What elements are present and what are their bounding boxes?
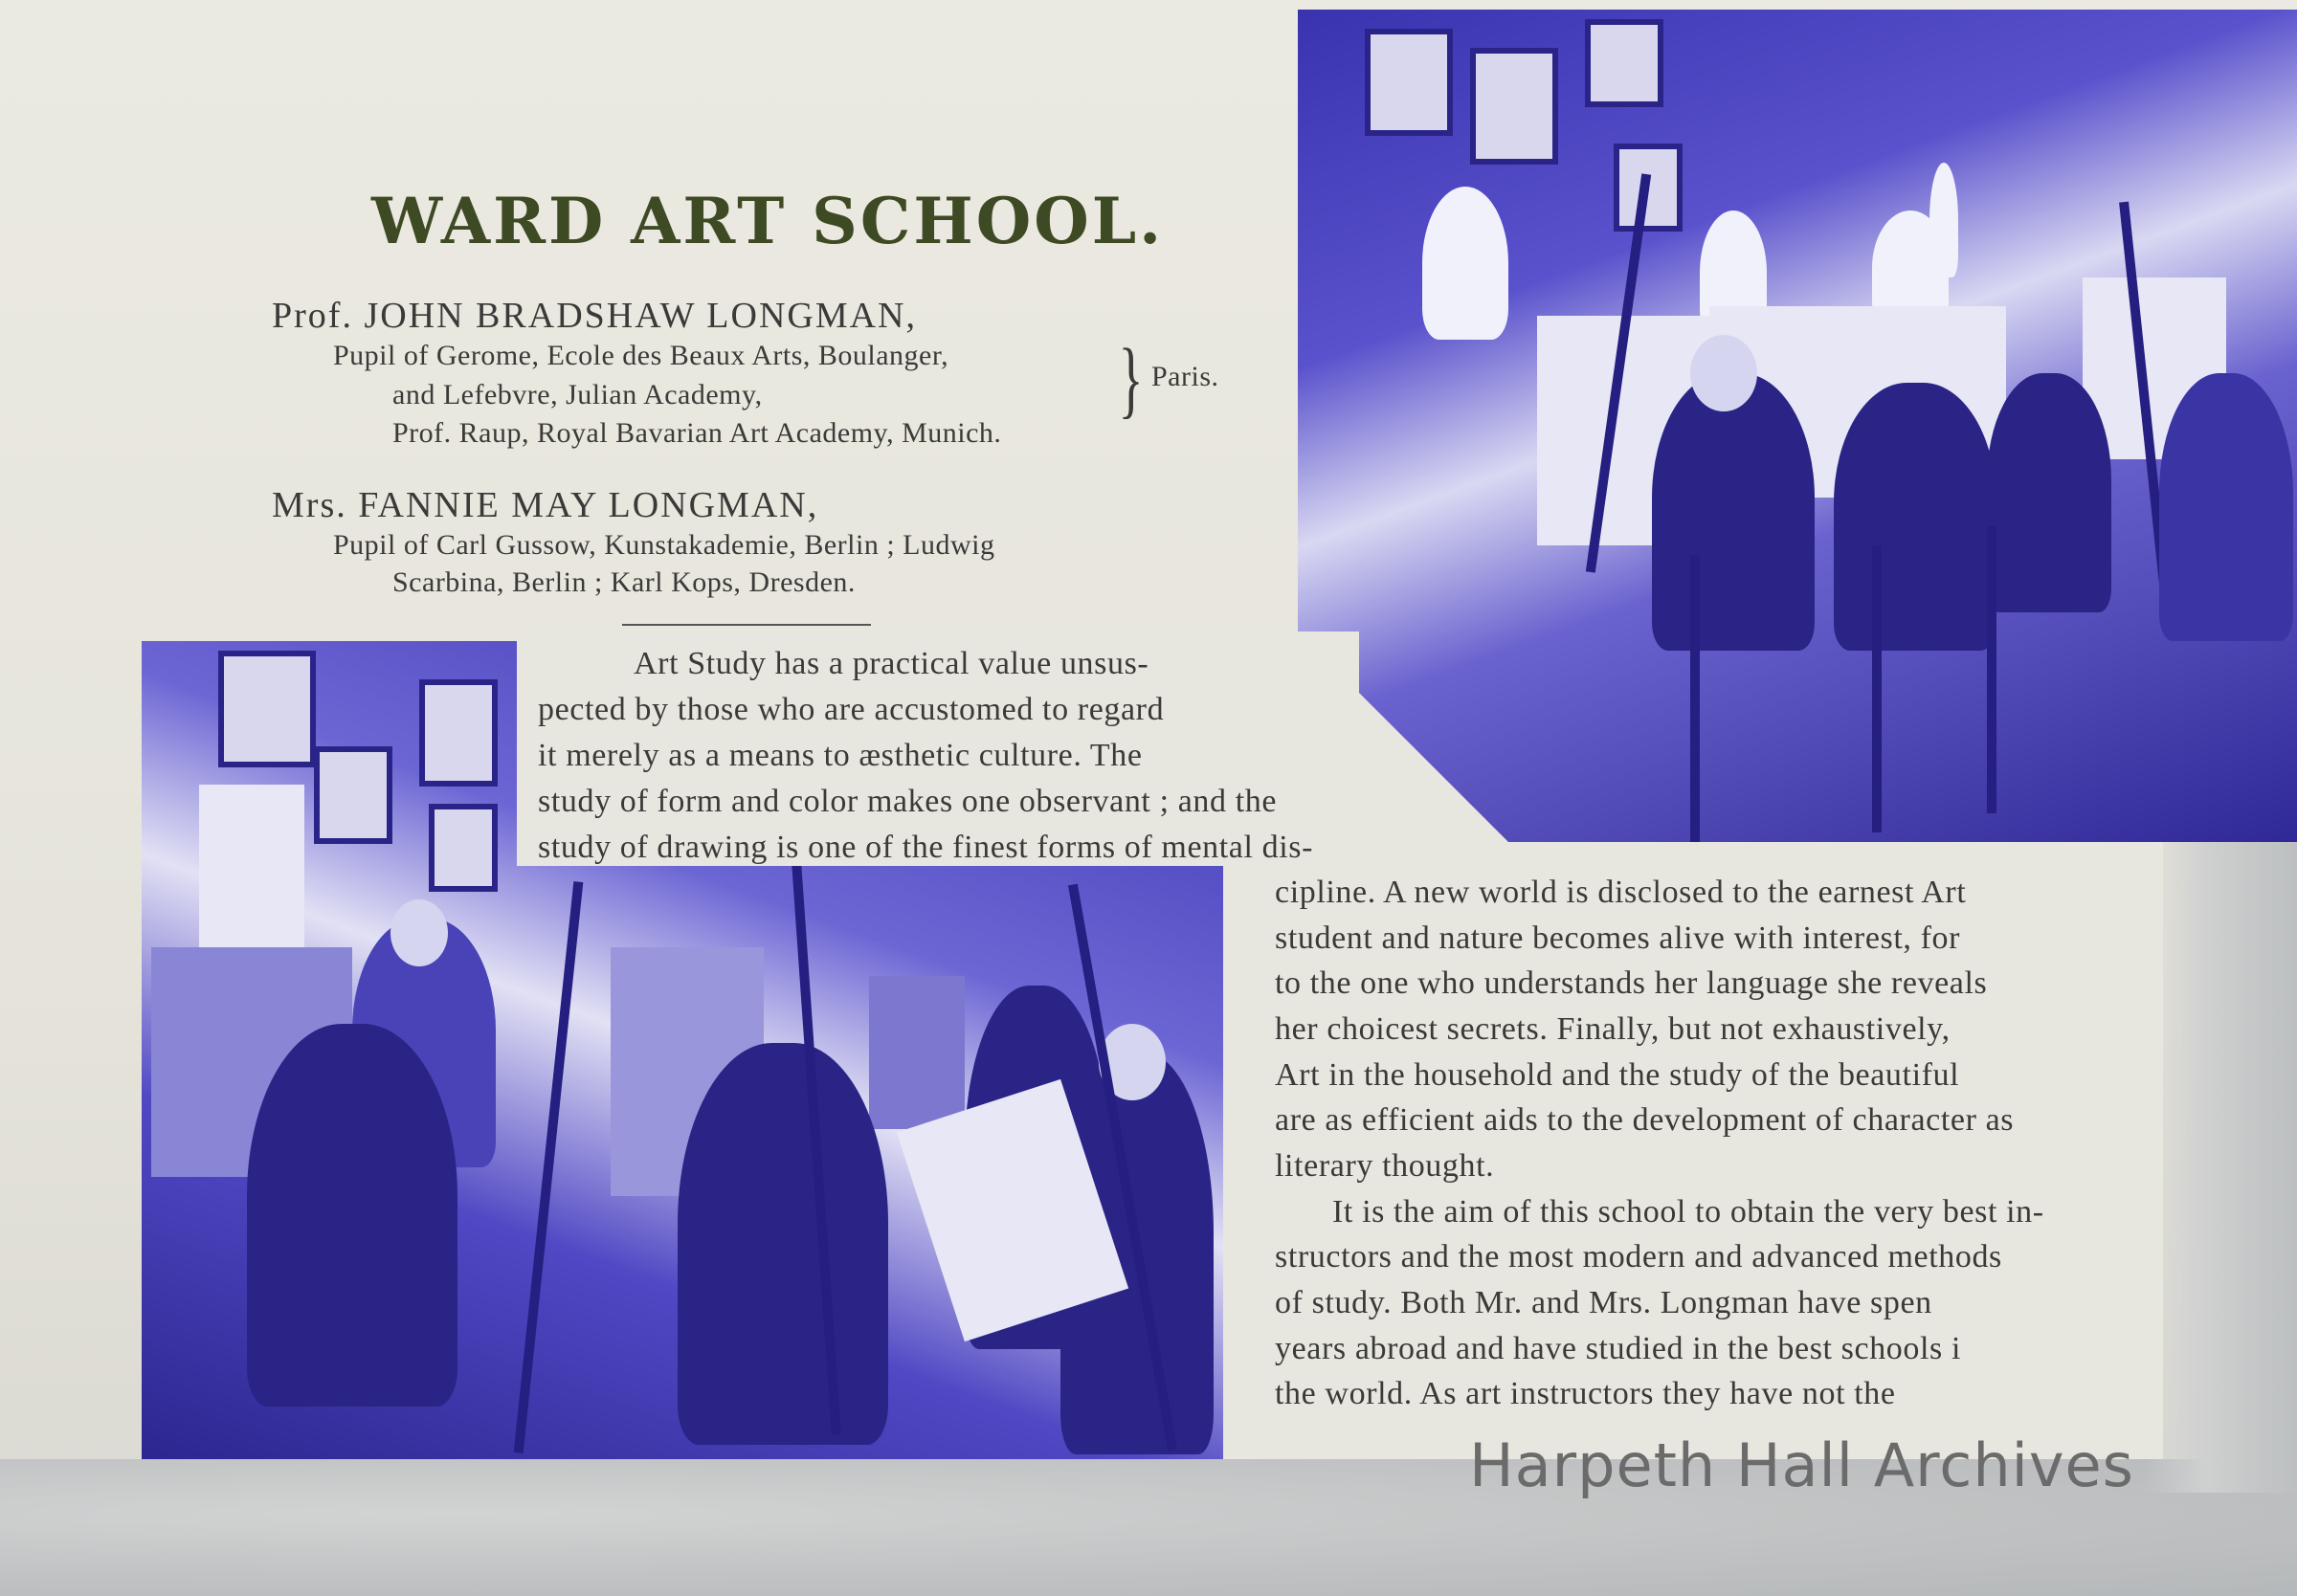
body-line: It is the aim of this school to obtain the very best in- xyxy=(1332,1194,2044,1230)
body-line: Art in the household and the study of the beautiful xyxy=(1275,1057,1960,1093)
chair-leg xyxy=(1987,526,1996,813)
body-line: cipline. A new world is disclosed to the earnest Art xyxy=(1275,875,1967,910)
body-line: study of form and color makes one observant ; and the xyxy=(538,784,1278,819)
model-head xyxy=(390,899,448,966)
wall-portrait xyxy=(1365,29,1453,136)
body-line: are as efficient aids to the development of character as xyxy=(1275,1102,2015,1138)
seated-student xyxy=(1652,373,1815,651)
brace-symbol: } xyxy=(1118,332,1144,427)
text-area-overlay xyxy=(1223,866,1271,1459)
easel-leg xyxy=(514,881,584,1453)
seated-student xyxy=(2159,373,2293,641)
body-line: literary thought. xyxy=(1275,1148,1495,1184)
seated-student xyxy=(1834,383,1996,651)
body-line: to the one who understands her language she reveals xyxy=(1275,965,1988,1001)
faculty-name: Prof. JOHN BRADSHAW LONGMAN, xyxy=(272,296,918,336)
body-line: study of drawing is one of the finest forms of mental dis- xyxy=(538,830,1314,865)
body-line: years abroad and have studied in the best schools i xyxy=(1275,1331,1962,1366)
body-line: Art Study has a practical value unsus- xyxy=(634,646,1149,681)
faculty-name: Mrs. FANNIE MAY LONGMAN, xyxy=(272,485,819,525)
studio-photo-top-right xyxy=(1298,10,2297,842)
wall-portrait xyxy=(429,804,498,892)
student-painting xyxy=(678,1043,888,1445)
chair-leg xyxy=(1872,545,1882,832)
body-line: pected by those who are accustomed to regard xyxy=(538,692,1165,727)
wall-portrait xyxy=(218,651,316,767)
easel-painting xyxy=(869,976,965,1129)
wall-portrait xyxy=(1470,48,1558,165)
body-line: it merely as a means to æsthetic culture. The xyxy=(538,738,1143,773)
student-head xyxy=(1690,335,1757,411)
faculty-credential: Pupil of Carl Gussow, Kunstakademie, Berlin ; Ludwig xyxy=(333,529,995,561)
faculty-credential: Pupil of Gerome, Ecole des Beaux Arts, Boulanger, xyxy=(333,340,949,371)
archive-watermark: Harpeth Hall Archives xyxy=(1469,1430,2134,1500)
plaster-bust xyxy=(1422,187,1508,340)
student-plaid xyxy=(247,1024,457,1407)
chair-leg xyxy=(1690,555,1700,842)
faculty-credential: Prof. Raup, Royal Bavarian Art Academy, Munich. xyxy=(392,417,1002,449)
wall-portrait xyxy=(1585,19,1663,107)
body-line: student and nature becomes alive with interest, for xyxy=(1275,920,1961,956)
page-title: WARD ART SCHOOL. xyxy=(371,184,1165,258)
faculty-credential: and Lefebvre, Julian Academy, xyxy=(392,379,763,410)
body-line: her choicest secrets. Finally, but not exhaustively, xyxy=(1275,1011,1951,1047)
plaster-statue xyxy=(1929,163,1958,277)
wall-portrait xyxy=(314,746,392,844)
wall-portrait xyxy=(419,679,498,787)
divider xyxy=(622,624,871,626)
faculty-place: Paris. xyxy=(1151,361,1219,392)
body-line: structors and the most modern and advanced methods xyxy=(1275,1239,2002,1275)
body-line: the world. As art instructors they have not the xyxy=(1275,1376,1896,1411)
faculty-credential: Scarbina, Berlin ; Karl Kops, Dresden. xyxy=(392,566,856,598)
body-line: of study. Both Mr. and Mrs. Longman have spen xyxy=(1275,1285,1932,1320)
standing-student xyxy=(1987,373,2111,612)
